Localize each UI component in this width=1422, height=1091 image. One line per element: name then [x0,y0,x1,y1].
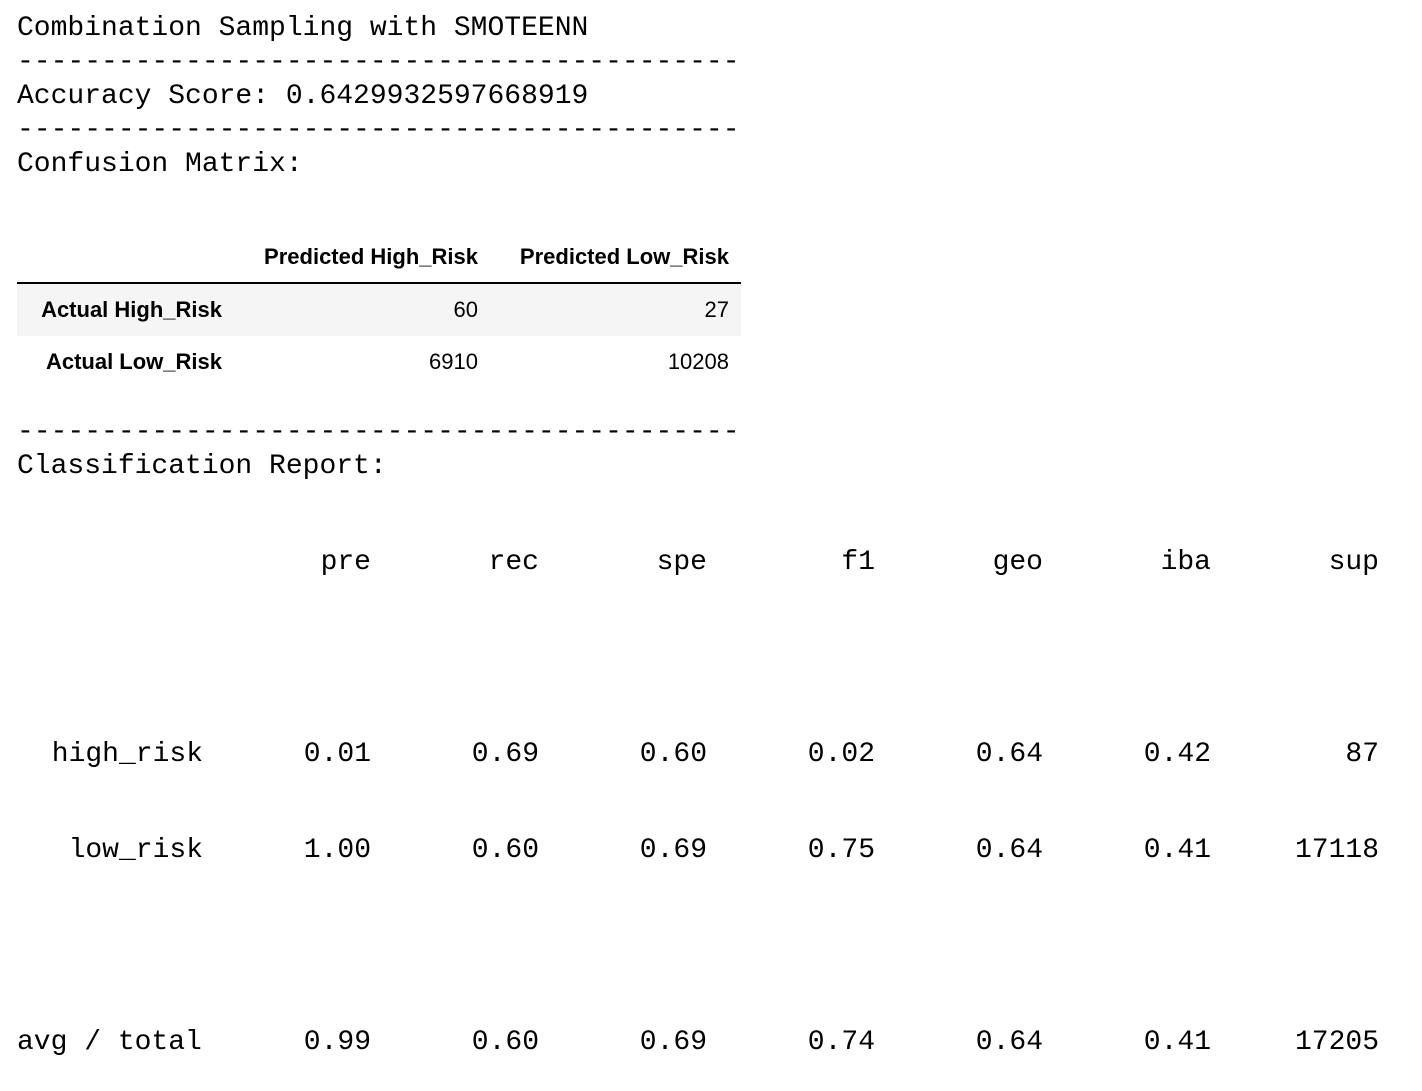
report-cell: 0.01 [303,739,371,770]
classification-report [17,484,1379,1091]
report-cell: 0.69 [639,1027,707,1058]
table-cell: 27 [704,297,729,322]
separator-line: ------------------------------------------- [17,47,740,78]
table-cell: 60 [453,297,478,322]
report-cell: 0.99 [303,1027,371,1058]
report-header-cell: geo [992,547,1043,578]
report-header-cell: spe [656,547,707,578]
report-cell: 1.00 [303,835,371,866]
separator-line: ------------------------------------------- [17,115,740,146]
report-header-cell: rec [488,547,539,578]
table-row [17,283,741,336]
table-cell: 10208 [667,349,729,374]
separator-line: ------------------------------------------- [17,417,740,448]
report-row-total [17,1026,1379,1060]
report-cell: 0.69 [639,835,707,866]
column-header-predicted-high-risk: Predicted High_Risk [234,232,490,283]
report-cell: 0.69 [471,739,539,770]
report-row-high-risk [17,738,1379,772]
column-header-predicted-low-risk: Predicted Low_Risk [490,232,741,283]
classification-report-label: Classification Report: [17,451,387,482]
report-header-cell: sup [1328,547,1379,578]
report-header-cell [17,546,203,580]
report-row-label: avg / total [17,1027,202,1058]
report-cell: 0.60 [471,1027,539,1058]
report-cell: 0.41 [1143,835,1211,866]
report-cell: 0.64 [975,835,1043,866]
report-cell: 0.60 [639,739,707,770]
row-header-actual-high-risk: Actual High_Risk [41,297,222,322]
report-cell: 87 [1345,739,1379,770]
table-row [17,336,741,388]
confusion-matrix-table [17,232,741,388]
table-corner-header [17,232,234,283]
report-header-cell: iba [1160,547,1211,578]
confusion-matrix-label: Confusion Matrix: [17,149,303,180]
report-cell: 0.02 [807,739,875,770]
report-header-cell: pre [320,547,371,578]
report-header-row [17,546,1379,580]
report-cell: 0.75 [807,835,875,866]
report-row-low-risk [17,834,1379,868]
report-cell: 0.60 [471,835,539,866]
report-row-label: low_risk [68,835,203,866]
report-cell: 0.42 [1143,739,1211,770]
report-cell: 17205 [1294,1027,1379,1058]
report-header-cell: f1 [841,547,875,578]
report-cell: 0.64 [975,1027,1043,1058]
report-cell: 0.64 [975,739,1043,770]
output-title: Combination Sampling with SMOTEENN [17,13,589,44]
report-cell: 17118 [1294,835,1379,866]
accuracy-score: Accuracy Score: 0.6429932597668919 [17,81,589,112]
report-row-label: high_risk [51,739,203,770]
row-header-actual-low-risk: Actual Low_Risk [45,349,222,374]
report-cell: 0.74 [807,1027,875,1058]
table-cell: 6910 [429,349,478,374]
report-cell: 0.41 [1143,1027,1211,1058]
